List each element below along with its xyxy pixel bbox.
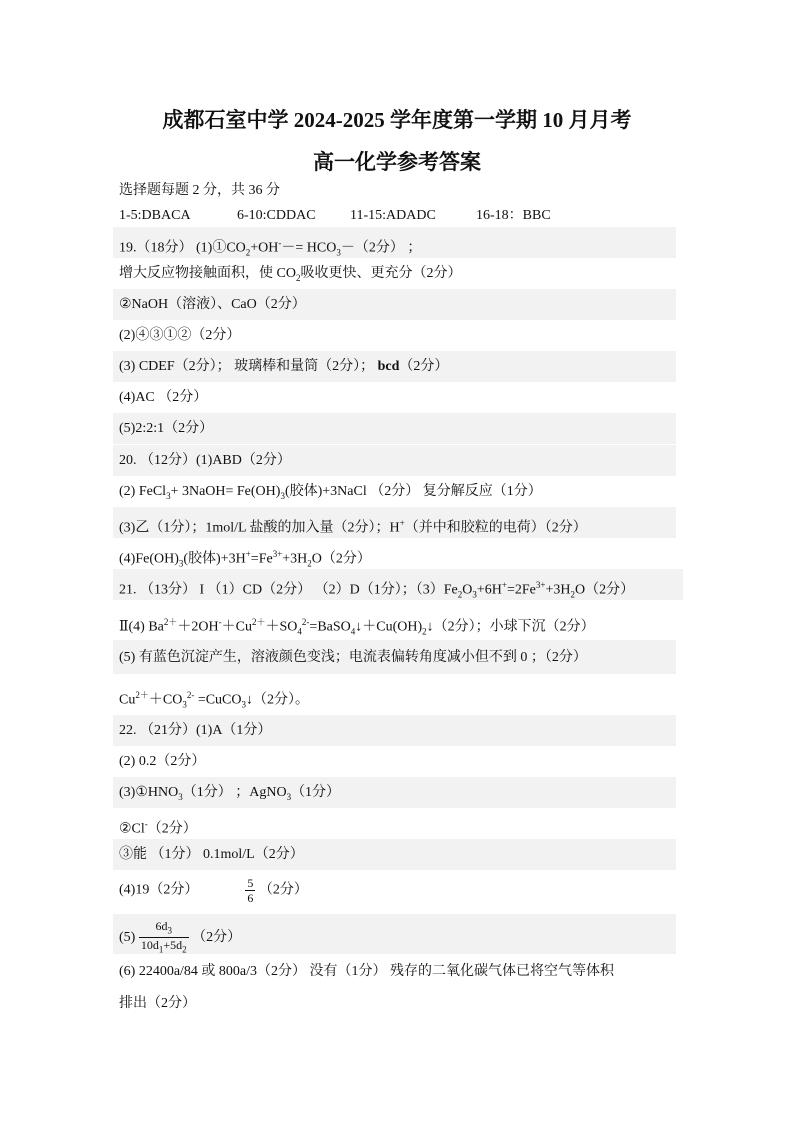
fraction: $\frac{5}{6}$ (247, 876, 254, 905)
answer-row: 22. （21分）(1)A（1分） (113, 715, 676, 746)
answer-row: ②Cl-（2分） (113, 808, 676, 839)
answer-row: $(3)①HNO_3(1$分） ；AgNO$_3$（1分） (113, 777, 676, 808)
answer-row: 21. （13分） I （1）CD（2分） （2）D（1分）；$(3)Fe_2O_3+6H^+=2Fe^{3+}+3H_2O(2$分） (113, 569, 683, 600)
answer-row: Ⅱ(4) $Ba^{2+}+2OH^-+Cu^{2+}+SO_4^{2-}=BaSO_4↓+Cu(OH)_2↓(2$分）；小球下沉（2分） (113, 602, 676, 639)
choice-intro: 选择题每题 2 分，共 36 分 (119, 183, 280, 198)
answer-row: 19.（18分） $(1)①CO_2+OH^--= HCO_3-(2$分） ； (113, 227, 676, 258)
choice-answers (119, 206, 551, 226)
answer-row: (2)④③①②（2分） (113, 320, 676, 351)
answer-row: (4)19（2分） $\frac{5}{6}$ （2分） (113, 871, 676, 913)
answer-row: ③能 （1分） 0.1mol/L（2分） (113, 839, 676, 870)
answer-row: (2) FeCl$_3$+ 3NaOH= $Fe(OH)_3$(胶体)+3NaCl （2分） 复分解反应（1分） (113, 476, 676, 507)
answer-row: (3)乙（1分）；1mol/L 盐酸的加入量（2分）；H+（并中和胶粒的电荷）（2分） (113, 507, 676, 538)
answer-row: (5) $\frac{6d_3}{10d_1+5d_2}$ （2分） (113, 914, 676, 954)
answer-row: (5)2:2:1（2分） (113, 413, 676, 444)
answer-row: $(4)Fe(OH)_3$(胶体)$+3H^+=Fe^{3+}+3H_2O(2$分） (113, 538, 676, 569)
answer-row: (5) 有蓝色沉淀产生，溶液颜色变浅；电流表偏转角度减小但不到 0 ；（2分） (113, 640, 676, 674)
answer-row: ②NaOH（溶液）、CaO（2分） (113, 289, 676, 320)
choice-answer-1: 1-5:DBACA (119, 208, 191, 223)
answer-row: $Cu^{2+}+CO_3^{2-}$ =CuCO$_3$↓（2分）。 (113, 676, 676, 713)
page-title: 成都石室中学 2024-2025 学年度第一学期 10 月月考 (162, 108, 632, 132)
answer-line: 排出（2分） (119, 996, 196, 1011)
answer-row: (3) CDEF（2分）； 玻璃棒和量筒（2分）； bcd（2分） (113, 351, 676, 382)
answer-row: (4)AC （2分） (113, 382, 676, 413)
answer-row: 20. （12分）(1)ABD（2分） (113, 445, 676, 476)
page-subtitle: 高一化学参考答案 (313, 150, 481, 174)
choice-answer-4: 16-18：BBC (476, 208, 551, 223)
choice-answer-3: 11-15:ADADC (350, 208, 436, 223)
answer-row: (2) 0.2（2分） (113, 746, 676, 777)
fraction: $\frac{6d_3}{10d_1+5d_2}$ (140, 919, 187, 955)
answer-row: 增大反应物接触面积，使 $CO_2$吸收更快、更充分（2分） (113, 258, 676, 289)
choice-answer-2: 6-10:CDDAC (237, 208, 316, 223)
answer-row: (6) 22400a/84 或 800a/3（2分） 没有（1分） 残存的二氧化碳气体已将空气等体积 (113, 956, 676, 987)
